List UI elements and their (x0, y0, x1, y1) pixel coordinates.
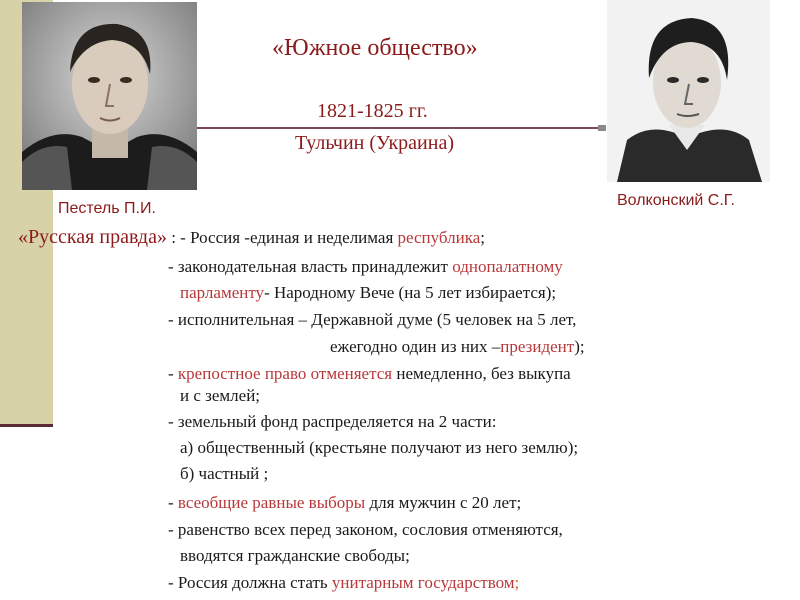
text-line-6-body: немедленно, без выкупа (392, 364, 571, 383)
text-line-14-highlight: унитарным государством (331, 573, 515, 592)
text-line-4: - исполнительная – Державной думе (5 человек на 5 лет, (168, 310, 577, 329)
text-line-2-body: - законодательная власть принадлежит (168, 257, 453, 276)
text-line-3-body: - Народному Вече (на 5 лет избирается); (264, 283, 557, 302)
text-line-2-highlight: однопалатному (452, 257, 563, 276)
text-line-5-body: ежегодно один из них – (330, 337, 501, 356)
portrait-pestel-icon (22, 2, 197, 190)
text-line-5 (330, 337, 585, 357)
text-line-11 (168, 493, 521, 513)
text-line-3 (180, 283, 556, 303)
text-line-1-highlight: республика (397, 228, 481, 247)
slide-years: 1821-1825 гг. (317, 100, 428, 122)
text-line-6-dash: - (168, 364, 178, 383)
text-line-1 (18, 226, 485, 249)
text-line-10: б) частный ; (180, 464, 269, 483)
document-name: «Русская правда» (18, 226, 167, 248)
left-decor-line (0, 424, 53, 427)
slide-place: Тульчин (Украина) (295, 132, 454, 154)
portrait-right-caption: Волконский С.Г. (617, 192, 735, 209)
portrait-left-caption: Пестель П.И. (58, 200, 156, 217)
text-line-6 (168, 364, 571, 384)
text-line-7: и с землей; (180, 386, 261, 405)
text-line-8: - земельный фонд распределяется на 2 части: (168, 412, 497, 431)
text-line-2 (168, 257, 563, 277)
text-line-5-highlight: президент (500, 337, 575, 356)
text-line-14-end: ; (514, 573, 520, 592)
text-line-1-body: : - Россия -единая и неделимая (166, 228, 398, 247)
portrait-volkonsky-icon (607, 0, 770, 182)
text-line-14-body: - Россия должна стать (168, 573, 332, 592)
text-line-12: - равенство всех перед законом, сословия отменяются, (168, 520, 563, 539)
text-line-3-highlight: парламенту (180, 283, 265, 302)
text-line-11-dash: - (168, 493, 178, 512)
text-line-11-body: для мужчин с 20 лет; (365, 493, 522, 512)
text-line-11-highlight: всеобщие равные выборы (177, 493, 366, 512)
text-line-9: а) общественный (крестьяне получают из него землю); (180, 438, 579, 457)
text-line-13: вводятся гражданские свободы; (180, 546, 410, 565)
text-line-14 (168, 573, 519, 593)
text-line-5-end: ); (574, 337, 585, 356)
divider-line (195, 127, 605, 129)
divider-cap (598, 125, 606, 131)
text-line-1-end: ; (480, 228, 486, 247)
slide-title: «Южное общество» (272, 35, 478, 61)
text-line-6-highlight: крепостное право отменяется (177, 364, 393, 383)
